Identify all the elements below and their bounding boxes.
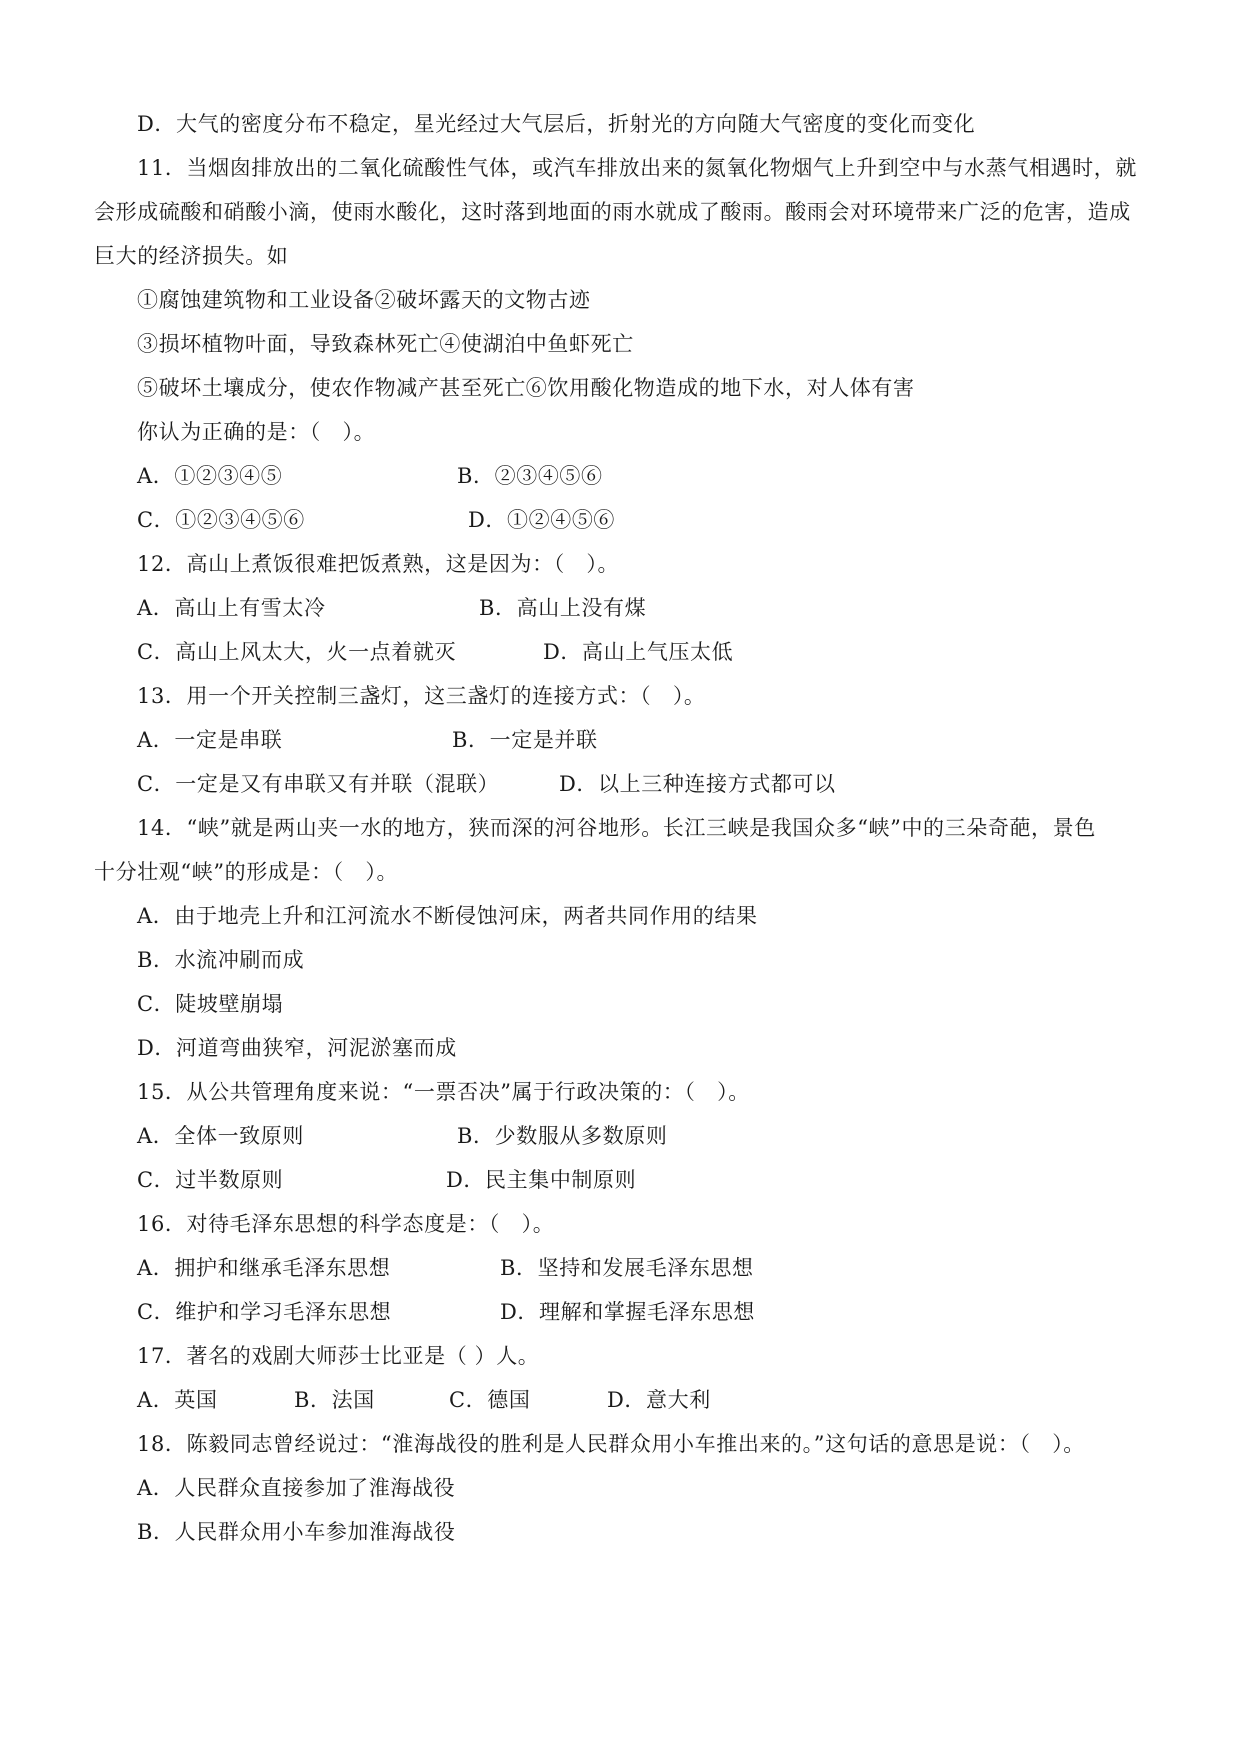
question-12-option-c: C．高山上风太大，火一点着就灭 xyxy=(137,640,457,664)
question-18: 18．陈毅同志曾经说过：“淮海战役的胜利是人民群众用小车推出来的。”这句话的意思是说：（ ）。 xyxy=(137,1432,1085,1456)
question-17-option-c: C．德国 xyxy=(449,1388,531,1412)
question-18-option-b: B．人民群众用小车参加淮海战役 xyxy=(137,1520,456,1544)
question-11-option-b: B．②③④⑤⑥ xyxy=(457,464,603,488)
question-12-option-a: A．高山上有雪太冷 xyxy=(137,596,326,620)
question-14-line-1: 14．“峡”就是两山夹一水的地方，狭而深的河谷地形。长江三峡是我国众多“峡”中的三朵奇葩，景色 xyxy=(137,816,1096,840)
question-15-option-d: D．民主集中制原则 xyxy=(446,1168,637,1192)
question-12: 12．高山上煮饭很难把饭煮熟，这是因为：（ ）。 xyxy=(137,552,620,576)
question-14-option-c: C．陡坡壁崩塌 xyxy=(137,992,284,1016)
question-18-option-a: A．人民群众直接参加了淮海战役 xyxy=(137,1476,456,1500)
question-11-item-1: ①腐蚀建筑物和工业设备②破坏露天的文物古迹 xyxy=(137,288,591,312)
question-14-option-a: A．由于地壳上升和江河流水不断侵蚀河床，两者共同作用的结果 xyxy=(137,904,758,928)
question-16-option-b: B．坚持和发展毛泽东思想 xyxy=(500,1256,754,1280)
question-16: 16．对待毛泽东思想的科学态度是：（ ）。 xyxy=(137,1212,555,1236)
question-16-option-d: D．理解和掌握毛泽东思想 xyxy=(500,1300,756,1324)
question-11-prompt: 你认为正确的是：（ ）。 xyxy=(137,420,376,444)
question-11-item-2: ③损坏植物叶面，导致森林死亡④使湖泊中鱼虾死亡 xyxy=(137,332,634,356)
question-13: 13．用一个开关控制三盏灯，这三盏灯的连接方式：（ ）。 xyxy=(137,684,706,708)
question-12-option-d: D．高山上气压太低 xyxy=(543,640,734,664)
question-17: 17．著名的戏剧大师莎士比亚是（ ）人。 xyxy=(137,1344,540,1368)
question-13-option-b: B．一定是并联 xyxy=(452,728,598,752)
question-17-option-d: D．意大利 xyxy=(607,1388,711,1412)
question-11-option-d: D．①②④⑤⑥ xyxy=(468,508,616,532)
question-11-line-1: 11．当烟囱排放出的二氧化硫酸性气体，或汽车排放出来的氮氧化物烟气上升到空中与水蒸气相遇时，就 xyxy=(137,156,1137,180)
option-d-q10: D．大气的密度分布不稳定，星光经过大气层后，折射光的方向随大气密度的变化而变化 xyxy=(137,112,976,136)
question-15: 15．从公共管理角度来说：“一票否决”属于行政决策的：（ ）。 xyxy=(137,1080,750,1104)
question-13-option-d: D．以上三种连接方式都可以 xyxy=(559,772,836,796)
question-14-line-2: 十分壮观“峡”的形成是：（ ）。 xyxy=(94,860,399,884)
question-17-option-b: B．法国 xyxy=(294,1388,375,1412)
question-17-option-a: A．英国 xyxy=(137,1388,218,1412)
question-11-option-a: A．①②③④⑤ xyxy=(137,464,283,488)
question-13-option-a: A．一定是串联 xyxy=(137,728,283,752)
question-15-option-c: C．过半数原则 xyxy=(137,1168,284,1192)
question-11-item-3: ⑤破坏土壤成分，使农作物减产甚至死亡⑥饮用酸化物造成的地下水，对人体有害 xyxy=(137,376,915,400)
question-14-option-d: D．河道弯曲狭窄，河泥淤塞而成 xyxy=(137,1036,457,1060)
question-12-option-b: B．高山上没有煤 xyxy=(479,596,647,620)
question-16-option-a: A．拥护和继承毛泽东思想 xyxy=(137,1256,391,1280)
question-11-option-c: C．①②③④⑤⑥ xyxy=(137,508,305,532)
question-15-option-a: A．全体一致原则 xyxy=(137,1124,304,1148)
question-11-line-3: 巨大的经济损失。如 xyxy=(94,244,289,268)
question-14-option-b: B．水流冲刷而成 xyxy=(137,948,305,972)
question-16-option-c: C．维护和学习毛泽东思想 xyxy=(137,1300,392,1324)
question-13-option-c: C．一定是又有串联又有并联（混联） xyxy=(137,772,500,796)
question-11-line-2: 会形成硫酸和硝酸小滴，使雨水酸化，这时落到地面的雨水就成了酸雨。酸雨会对环境带来广泛的危害，造成 xyxy=(94,200,1131,224)
question-15-option-b: B．少数服从多数原则 xyxy=(457,1124,668,1148)
